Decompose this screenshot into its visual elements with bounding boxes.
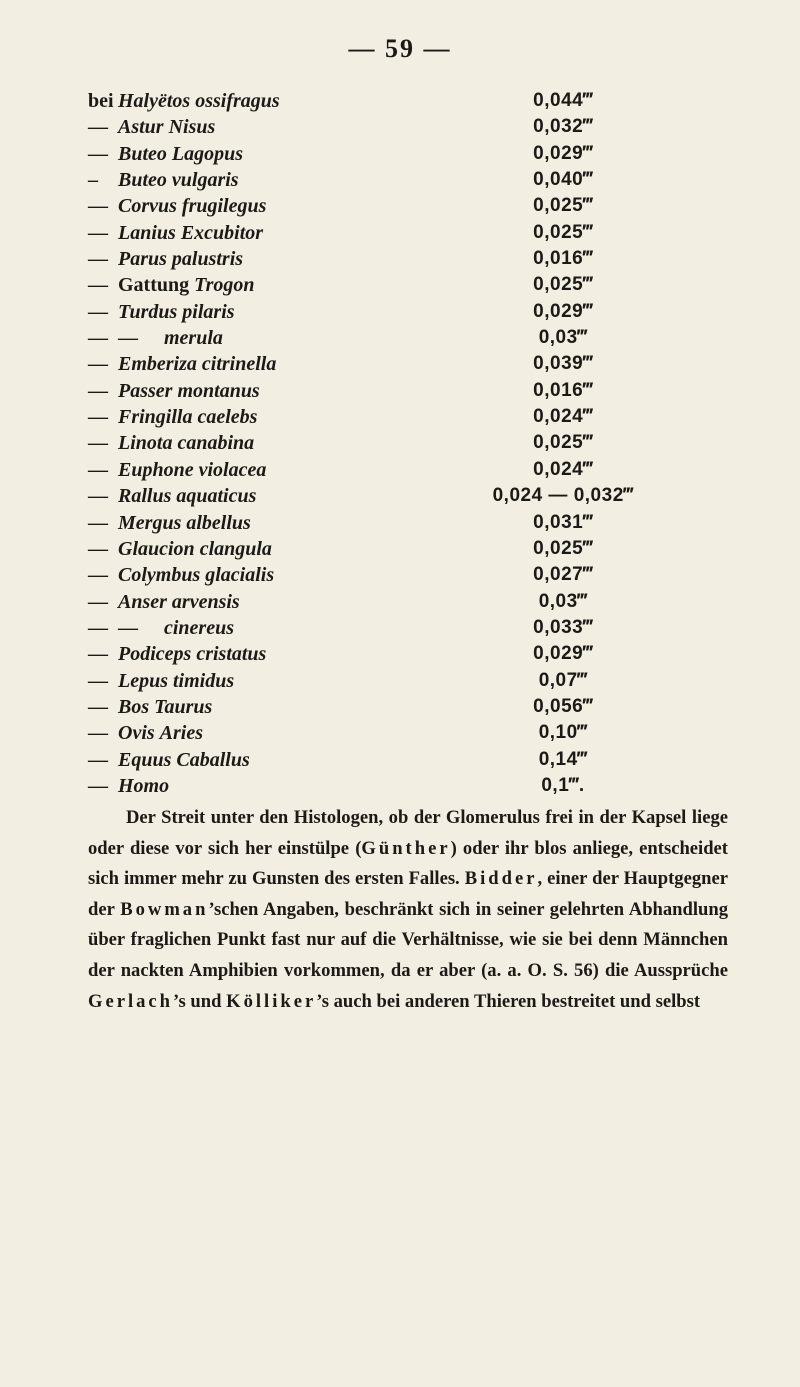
taxon-rank-label: Gattung (118, 274, 190, 297)
genus-name: Emberiza (118, 353, 197, 376)
table-row (88, 325, 728, 351)
species-name (118, 615, 234, 641)
body-paragraph (88, 803, 728, 1017)
table-row (88, 747, 728, 773)
glomerulus-diameter-value: 0,029‴ (533, 643, 593, 665)
table-row (88, 299, 728, 325)
paragraph-text: Der Streit unter den Histologen, ob der Glomerulus frei in der Kapsel liege oder diese vor sich her einstülpe ( (88, 807, 728, 859)
glomerulus-diameter-value: 0,025‴ (533, 195, 593, 217)
genus-name: Glaucion (118, 537, 195, 560)
table-row (88, 615, 728, 641)
genus-name: Bos (118, 695, 150, 718)
table-row (88, 272, 728, 298)
paragraph-text: ’s auch bei anderen Thieren bestreitet und selbst (316, 990, 701, 1012)
table-row (88, 246, 728, 272)
species-epithet: violacea (198, 458, 267, 481)
species-epithet: montanus (177, 379, 260, 402)
row-prefix: — (88, 327, 108, 350)
species-epithet: Nisus (168, 116, 216, 139)
glomerulus-diameter-value: 0,025‴ (533, 432, 593, 454)
glomerulus-diameter-value: 0,033‴ (533, 616, 593, 638)
species-name (118, 325, 223, 351)
species-name (118, 694, 212, 720)
species-name (118, 510, 251, 536)
species-epithet: frugilegus (181, 195, 267, 218)
ditto-mark: — (118, 616, 138, 639)
glomerulus-diameter-value: 0,016‴ (533, 248, 593, 270)
species-epithet: cristatus (196, 643, 267, 666)
table-row (88, 88, 728, 114)
glomerulus-measurement-table (88, 88, 728, 799)
glomerulus-diameter-value: 0,07‴ (538, 669, 588, 691)
glomerulus-diameter-value: 0,025‴ (533, 537, 593, 559)
page-number: — 59 — (348, 34, 452, 63)
row-prefix: — (88, 195, 108, 218)
row-prefix: — (88, 353, 108, 376)
genus-name: Astur (118, 116, 164, 139)
row-prefix: — (88, 590, 108, 613)
species-epithet: vulgaris (171, 169, 239, 192)
row-prefix: — (88, 695, 108, 718)
row-prefix: — (88, 616, 108, 639)
species-epithet: Aries (159, 722, 204, 745)
genus-name: Fringilla (118, 406, 193, 429)
species-name (118, 747, 250, 773)
glomerulus-diameter-value: 0,024 — 0,032‴ (492, 485, 634, 507)
table-row (88, 536, 728, 562)
glomerulus-diameter-value: 0,024‴ (533, 406, 593, 428)
row-prefix: — (88, 406, 108, 429)
table-row (88, 378, 728, 404)
species-name (118, 220, 263, 246)
species-epithet: citrinella (201, 353, 277, 376)
table-row (88, 483, 728, 509)
row-prefix: — (88, 643, 108, 666)
species-name (118, 299, 235, 325)
species-name (118, 351, 276, 377)
table-row (88, 404, 728, 430)
species-epithet: arvensis (171, 590, 240, 613)
species-name (118, 589, 240, 615)
species-name (118, 457, 266, 483)
glomerulus-diameter-value: 0,056‴ (533, 695, 593, 717)
genus-name: Corvus (118, 195, 177, 218)
glomerulus-diameter-value: 0,10‴ (538, 722, 588, 744)
species-epithet: merula (164, 327, 223, 350)
paragraph-text: ’schen Angaben, beschränkt sich in seiner gelehrten Abhandlung über fraglichen Punkt fast nur auf die Verhältnisse, wie sie bei denn Männchen der nackten Amphibien vorkommen, da er aber (a. a. O. S. 56) die Aussprüche (88, 898, 729, 981)
row-prefix: — (88, 248, 108, 271)
glomerulus-diameter-value: 0,039‴ (533, 353, 593, 375)
species-name (118, 88, 280, 114)
row-prefix: — (88, 432, 108, 455)
glomerulus-diameter-value: 0,032‴ (533, 116, 593, 138)
species-epithet: Excubitor (180, 221, 264, 244)
row-prefix: — (88, 748, 108, 771)
species-name (118, 668, 234, 694)
glomerulus-diameter-value: 0,029‴ (533, 300, 593, 322)
table-row (88, 220, 728, 246)
genus-name: Ovis (118, 722, 155, 745)
species-name (118, 720, 203, 746)
author-name: Gerlach (88, 990, 174, 1012)
paragraph-text: , einer der Hauptgegner der (88, 868, 728, 920)
author-name: Bidder (464, 868, 538, 890)
glomerulus-diameter-value: 0,016‴ (533, 379, 593, 401)
author-name: Günther (361, 837, 451, 859)
row-prefix: — (88, 300, 108, 323)
row-prefix: — (88, 722, 108, 745)
species-name (118, 562, 274, 588)
table-row (88, 457, 728, 483)
species-epithet: Lagopus (171, 142, 244, 165)
row-prefix: — (88, 537, 108, 560)
species-name (118, 167, 239, 193)
table-row (88, 114, 728, 140)
genus-name: Rallus (118, 485, 172, 508)
row-prefix: — (88, 116, 108, 139)
row-prefix: — (88, 485, 108, 508)
species-epithet: canabina (177, 432, 255, 455)
species-epithet: glacialis (205, 564, 275, 587)
glomerulus-diameter-value: 0,025‴ (533, 274, 593, 296)
table-row (88, 167, 728, 193)
table-row (88, 641, 728, 667)
glomerulus-diameter-value: 0,03‴ (538, 590, 588, 612)
genus-name: Turdus (118, 300, 178, 323)
genus-name: Euphone (118, 458, 194, 481)
row-prefix: – (88, 169, 98, 192)
species-name (118, 536, 272, 562)
glomerulus-diameter-value: 0,03‴ (538, 327, 588, 349)
genus-name: Homo (118, 774, 170, 797)
row-prefix: — (88, 774, 108, 797)
species-epithet: ossifragus (195, 90, 280, 112)
species-epithet: albellus (186, 511, 251, 534)
paragraph-text: ’s und (173, 990, 222, 1012)
genus-name: Linota (118, 432, 173, 455)
table-row (88, 773, 728, 799)
genus-name: Trogon (194, 274, 255, 297)
row-prefix: — (88, 511, 108, 534)
table-row (88, 589, 728, 615)
species-epithet: aquaticus (176, 485, 257, 508)
species-name (118, 114, 215, 140)
glomerulus-diameter-value: 0,1‴. (541, 774, 585, 796)
species-epithet: Taurus (154, 695, 213, 718)
species-name (118, 483, 256, 509)
genus-name: Lepus (118, 669, 168, 692)
row-prefix: bei (88, 90, 114, 112)
species-epithet: pilaris (182, 300, 235, 323)
genus-name: Mergus (118, 511, 182, 534)
genus-name: Colymbus (118, 564, 201, 587)
row-prefix: — (88, 458, 108, 481)
table-row (88, 562, 728, 588)
glomerulus-diameter-value: 0,044‴ (533, 90, 593, 111)
genus-name: Podiceps (118, 643, 192, 666)
genus-name: Anser (118, 590, 167, 613)
species-name (118, 246, 243, 272)
glomerulus-diameter-value: 0,029‴ (533, 142, 593, 164)
row-prefix: — (88, 142, 108, 165)
species-epithet: caelebs (197, 406, 258, 429)
genus-name: Parus (118, 248, 167, 271)
glomerulus-diameter-value: 0,031‴ (533, 511, 593, 533)
species-name (118, 404, 257, 430)
genus-name: Equus (118, 748, 172, 771)
glomerulus-diameter-value: 0,027‴ (533, 564, 593, 586)
species-name (118, 193, 266, 219)
table-row (88, 668, 728, 694)
species-epithet: Caballus (176, 748, 250, 771)
table-row (88, 510, 728, 536)
species-epithet: timidus (173, 669, 235, 692)
author-name: Kölliker (226, 990, 317, 1012)
genus-name: Halyëtos (118, 90, 191, 112)
glomerulus-diameter-value: 0,024‴ (533, 458, 593, 480)
row-prefix: — (88, 669, 108, 692)
species-name (118, 378, 260, 404)
table-row (88, 193, 728, 219)
species-name (118, 141, 243, 167)
row-prefix: — (88, 274, 108, 297)
author-name: Bowman (120, 898, 209, 920)
species-name (118, 272, 255, 298)
genus-name: Passer (118, 379, 173, 402)
glomerulus-diameter-value: 0,025‴ (533, 221, 593, 243)
row-prefix: — (88, 379, 108, 402)
genus-name: Buteo (118, 142, 167, 165)
species-name (118, 773, 169, 799)
table-row (88, 430, 728, 456)
ditto-mark: — (118, 327, 138, 350)
species-epithet: cinereus (164, 616, 234, 639)
species-epithet: clangula (199, 537, 272, 560)
table-row (88, 720, 728, 746)
glomerulus-diameter-value: 0,14‴ (538, 748, 588, 770)
glomerulus-diameter-value: 0,040‴ (533, 169, 593, 191)
row-prefix: — (88, 221, 108, 244)
genus-name: Lanius (118, 221, 176, 244)
species-epithet: palustris (171, 248, 244, 271)
paragraph-text: ) oder ihr blos anliege, entscheidet sich immer mehr zu Gunsten des ersten Falles. (88, 837, 728, 890)
table-row (88, 141, 728, 167)
table-row (88, 351, 728, 377)
table-row (88, 694, 728, 720)
species-name (118, 641, 266, 667)
genus-name: Buteo (118, 169, 167, 192)
row-prefix: — (88, 564, 108, 587)
species-name (118, 430, 254, 456)
